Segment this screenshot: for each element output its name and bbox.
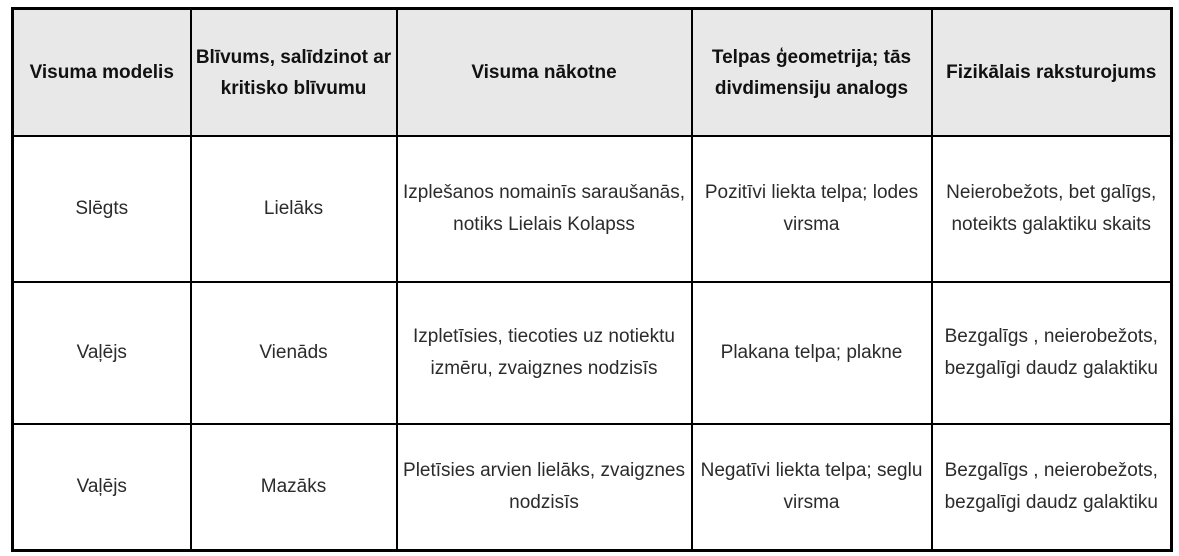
cell-density: Vienāds [191,282,397,424]
column-header-fizikalais-raksturojums: Fizikālais raksturojums [932,9,1172,137]
cell-geometry: Pozitīvi liekta telpa; lodes virsma [692,136,932,282]
cell-model: Slēgts [13,136,191,282]
cell-physical: Neierobežots, bet galīgs, noteikts galaktiku skaits [932,136,1172,282]
column-header-telpas-geometrija: Telpas ģeometrija; tās divdimensiju analogs [692,9,932,137]
column-header-visuma-nakotne: Visuma nākotne [397,9,692,137]
column-header-blivums: Blīvums, salīdzinot ar kritisko blīvumu [191,9,397,137]
table-row-valejs-mazaks [13,424,1172,551]
cell-density: Mazāks [191,424,397,551]
column-header-visuma-modelis: Visuma modelis [13,9,191,137]
table-row-slegts [13,136,1172,282]
cell-geometry: Plakana telpa; plakne [692,282,932,424]
table-row-valejs-vienads [13,282,1172,424]
cell-future: Izplešanos nomainīs saraušanās, notiks Lielais Kolapss [397,136,692,282]
cell-model: Vaļējs [13,424,191,551]
cell-density: Lielāks [191,136,397,282]
cell-future: Izpletīsies, tiecoties uz notiektu izmēru, zvaigznes nodzisīs [397,282,692,424]
header-row [13,9,1172,137]
cell-model: Vaļējs [13,282,191,424]
universe-models-table [11,7,1173,552]
cell-future: Pletīsies arvien lielāks, zvaigznes nodzisīs [397,424,692,551]
cell-physical: Bezgalīgs , neierobežots, bezgalīgi daudz galaktiku [932,282,1172,424]
cell-geometry: Negatīvi liekta telpa; seglu virsma [692,424,932,551]
cell-physical: Bezgalīgs , neierobežots, bezgalīgi daudz galaktiku [932,424,1172,551]
